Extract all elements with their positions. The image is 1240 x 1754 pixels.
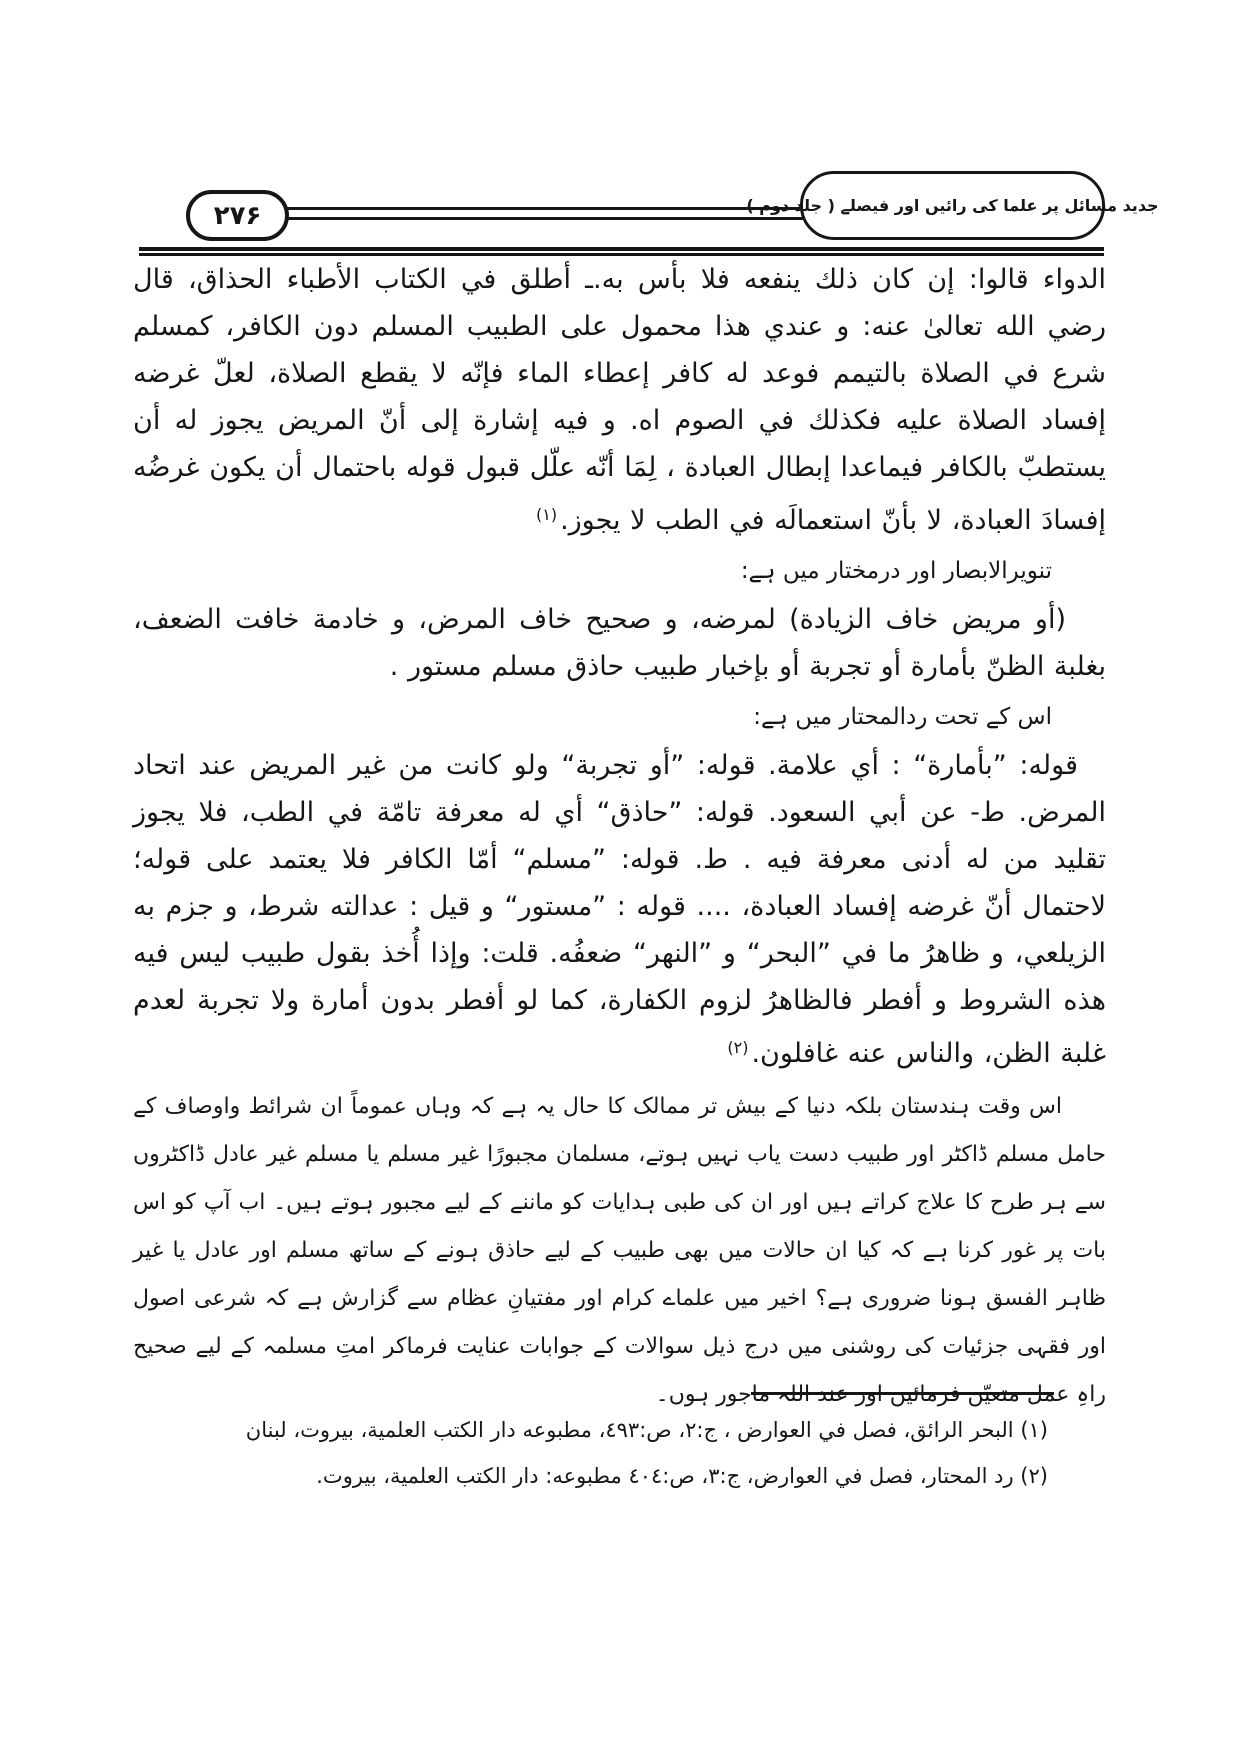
page-body xyxy=(133,256,1106,1419)
footnote-item: (٢) رد المحتار، فصل في العوارض، ج:٣، ص:٤٠٤ مطبوعه: دار الكتب العلمية، بيروت. xyxy=(316,1464,1048,1488)
page-number: ۲۷۶ xyxy=(213,200,262,231)
header-divider-rule xyxy=(139,247,1104,256)
arabic-paragraph-2-text: قوله: ”بأمارة“ : أي علامة. قوله: ”أو تجربة“ ولو كانت من غير المريض عند اتحاد المرض. ط- عن أبي السعود. قوله: ”حاذق“ أي له معرفة تامّة في الطب، فلا يجوز تقليد من له أدنى معرفة فيه . ط. قوله: ”مسلم“ أمّا الكافر فلا يعتمد على قوله؛ لاحتمال أنّ غرضه إفساد العبادة، .... قوله : ”مستور“ و قيل : عدالته شرط، و جزم به الزيلعي، و ظاهرُ ما في ”البحر“ و ”النهر“ ضعفُه. قلت: وإذا أُخذ بقول طبيب ليس فيه هذه الشروط و أفطر فالظاهرُ لزوم الكفارة، كما لو أفطر بدون أمارة ولا تجربة لعدم غلبة الظن، والناس عنه غافلون. xyxy=(133,750,1106,1069)
urdu-paragraph: اس وقت ہندستان بلکہ دنیا کے بیش تر ممالک کا حال یہ ہے کہ وہاں عموماً ان شرائط واوصاف کے حامل مسلم ڈاکٹر اور طبیب دست یاب نہیں ہوتے، مسلمان مجبورًا غیر مسلم یا مسلم غیر عادل ڈاکٹروں سے ہر طرح کا علاج کراتے ہیں اور ان کی طبی ہدایات کو ماننے کے لیے مجبور ہوتے ہیں۔ اب آپ کو اس بات پر غور کرنا ہے کہ کیا ان حالات میں بھی طبیب کے لیے حاذق ہونے کے ساتھ مسلم اور عادل یا غیر ظاہر الفسق ہونا ضروری ہے؟ اخیر میں علماے کرام اور مفتیانِ عظام سے گزارش ہے کہ شرعی اصول اور فقہی جزئیات کی روشنی میں درج ذیل سوالات کے جوابات عنایت فرماکر امتِ مسلمہ کے لیے صحیح راہِ عمل متعیّن فرمائیں اور عند اللہ ماجور ہوں۔ xyxy=(133,1094,1106,1407)
arabic-paragraph-1-text: الدواء قالوا: إن كان ذلك ينفعه فلا بأس به.ـ أطلق في الكتاب الأطباء الحذاق، قال رضي الله تعالىٰ عنه: و عندي هذا محمول على الطبيب المسلم دون الكافر، كمسلم شرع في الصلاة بالتيمم فوعد له كافر إعطاء الماء فإنّه لا يقطع الصلاة، لعلّ غرضه إفساد الصلاة عليه فكذلك في الصوم اه. و فيه إشارة إلى أنّ المريض يجوز له أن يستطبّ بالكافر فيماعدا إبطال العبادة ، لِمَا أنّه علّل قبول قوله باحتمال أن يكون غرضُه إفسادَ العبادة، لا بأنّ استعمالَه في الطب لا يجوز. xyxy=(133,264,1106,536)
page-number-badge xyxy=(186,190,289,241)
book-title: جدید مسائل پر علما کی رائیں اور فیصلے ( جلد دوم ) xyxy=(746,196,1159,215)
footnote-divider-rule xyxy=(751,1392,1054,1395)
arabic-quote: (أو مريض خاف الزيادة) لمرضه، و صحيح خاف المرض، و خادمة خافت الضعف، بغلبة الظنّ بأمارة أو تجربة أو بإخبار طبيب حاذق مسلم مستور . xyxy=(133,604,1106,682)
footnote-item: (١) البحر الرائق، فصل في العوارض ، ج:٢، ص:٤٩٣، مطبوعه دار الكتب العلمية، بيروت، لبنان xyxy=(245,1418,1048,1442)
footnote-marker-1: (١) xyxy=(535,505,558,524)
arabic-paragraph-1 xyxy=(133,256,1106,544)
footnotes-section xyxy=(133,1392,1106,1499)
urdu-heading-2: اس کے تحت ردالمحتار میں ہے: xyxy=(753,704,1052,730)
header-connector-rule xyxy=(285,207,805,220)
arabic-paragraph-2 xyxy=(133,742,1106,1077)
book-title-box xyxy=(746,171,1159,240)
urdu-heading-1: تنویرالابصار اور درمختار میں ہے: xyxy=(740,558,1052,584)
footnote-marker-2: (٢) xyxy=(727,1038,749,1057)
